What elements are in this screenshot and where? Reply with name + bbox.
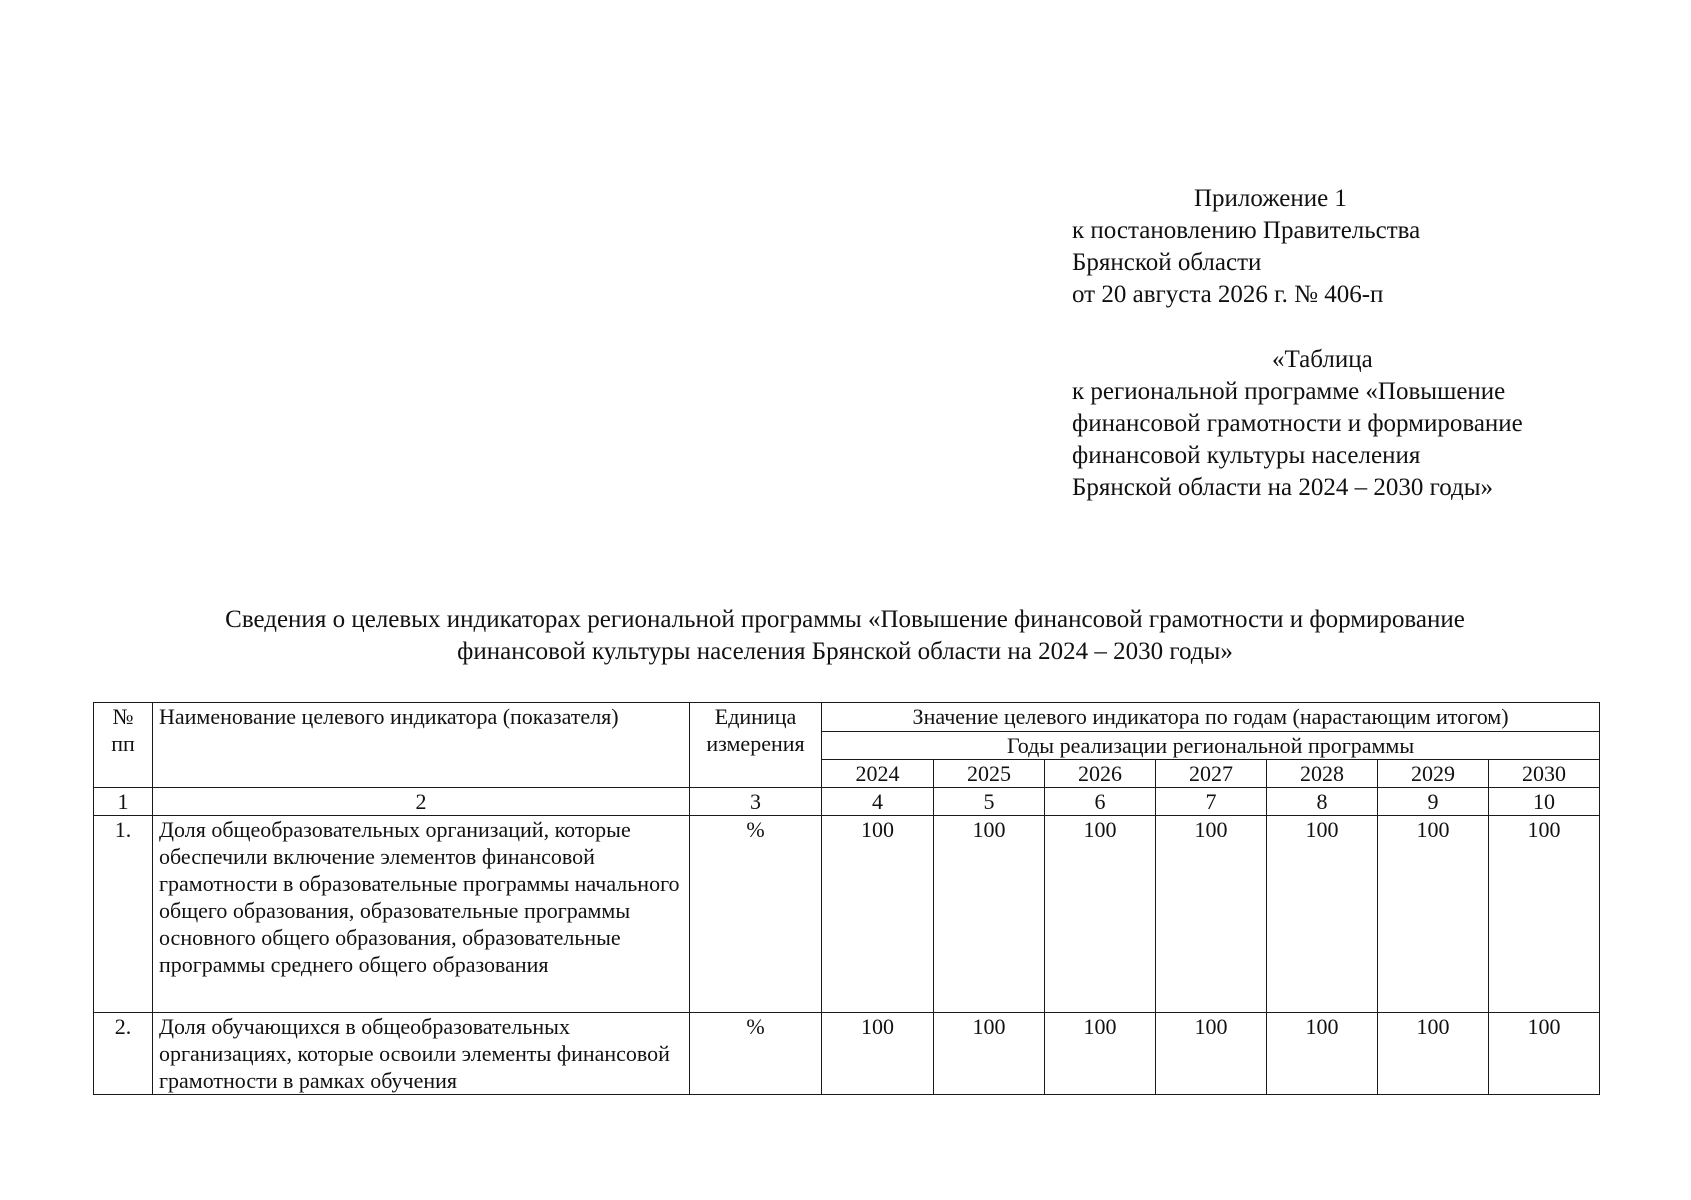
row-num: 1. — [94, 816, 153, 1013]
appendix-title: Приложение 1 — [1194, 185, 1347, 212]
header-num: № пп — [94, 703, 153, 788]
row-value: 100 — [1267, 1013, 1378, 1095]
header-year: 2025 — [934, 760, 1045, 788]
table-ref-line-3: финансовой грамотности и формирование — [1072, 410, 1523, 437]
row-value: 100 — [1378, 1013, 1489, 1095]
table-ref-line-2: к региональной программе «Повышение — [1072, 378, 1506, 405]
row-num: 2. — [94, 1013, 153, 1095]
table-ref-title: «Таблица — [1272, 346, 1373, 373]
row-value: 100 — [822, 1013, 934, 1095]
appendix-block — [1072, 183, 1632, 504]
column-number: 3 — [690, 788, 822, 816]
header-year: 2026 — [1045, 760, 1156, 788]
table-row — [94, 1013, 1600, 1095]
table-ref-line-4: финансовой культуры населения — [1072, 442, 1421, 469]
row-value: 100 — [1045, 1013, 1156, 1095]
document-title-line-2: финансовой культуры населения Брянской области на 2024 – 2030 годы» — [457, 638, 1233, 665]
row-value: 100 — [1156, 816, 1267, 1013]
column-number: 2 — [153, 788, 690, 816]
row-value: 100 — [1267, 816, 1378, 1013]
column-number: 6 — [1045, 788, 1156, 816]
document-title-line-1: Сведения о целевых индикаторах региональной программы «Повышение финансовой грамотности и формирование — [225, 606, 1465, 633]
column-number: 5 — [934, 788, 1045, 816]
header-year: 2027 — [1156, 760, 1267, 788]
appendix-decree-date: от 20 августа 2026 г. № 406-п — [1072, 281, 1384, 308]
row-indicator-name: Доля обучающихся в общеобразовательных организациях, которые освоили элементы финансовой грамотности в рамках обучения — [153, 1013, 690, 1095]
column-number: 10 — [1489, 788, 1600, 816]
row-indicator-name: Доля общеобразовательных организаций, которые обеспечили включение элементов финансовой грамотности в образовательные программы начального общего образования, образовательные программы основного общего образования, образовательные программы среднего общего образования — [153, 816, 690, 1013]
header-unit: Единица измерения — [690, 703, 822, 788]
column-number: 9 — [1378, 788, 1489, 816]
header-year: 2029 — [1378, 760, 1489, 788]
row-value: 100 — [1378, 816, 1489, 1013]
header-year: 2024 — [822, 760, 934, 788]
column-numbers-row — [94, 788, 1600, 816]
indicators-table — [93, 702, 1600, 1095]
row-value: 100 — [1156, 1013, 1267, 1095]
appendix-line-3: Брянской области — [1072, 249, 1262, 276]
table-ref-line-5: Брянской области на 2024 – 2030 годы» — [1072, 474, 1494, 501]
header-year: 2030 — [1489, 760, 1600, 788]
row-value: 100 — [934, 816, 1045, 1013]
column-number: 1 — [94, 788, 153, 816]
row-value: 100 — [1045, 816, 1156, 1013]
header-year: 2028 — [1267, 760, 1378, 788]
appendix-line-2: к постановлению Правительства — [1072, 217, 1421, 244]
row-value: 100 — [1489, 816, 1600, 1013]
row-value: 100 — [1489, 1013, 1600, 1095]
header-values-group: Значение целевого индикатора по годам (нарастающим итогом) — [822, 703, 1600, 732]
column-number: 7 — [1156, 788, 1267, 816]
column-number: 8 — [1267, 788, 1378, 816]
row-unit: % — [690, 816, 822, 1013]
table-row — [94, 816, 1600, 1013]
row-unit: % — [690, 1013, 822, 1095]
header-name: Наименование целевого индикатора (показателя) — [153, 703, 690, 788]
row-value: 100 — [934, 1013, 1045, 1095]
header-years-group: Годы реализации региональной программы — [822, 732, 1600, 760]
row-value: 100 — [822, 816, 934, 1013]
appendix-spacer — [1072, 311, 1632, 344]
column-number: 4 — [822, 788, 934, 816]
document-title — [92, 604, 1598, 668]
